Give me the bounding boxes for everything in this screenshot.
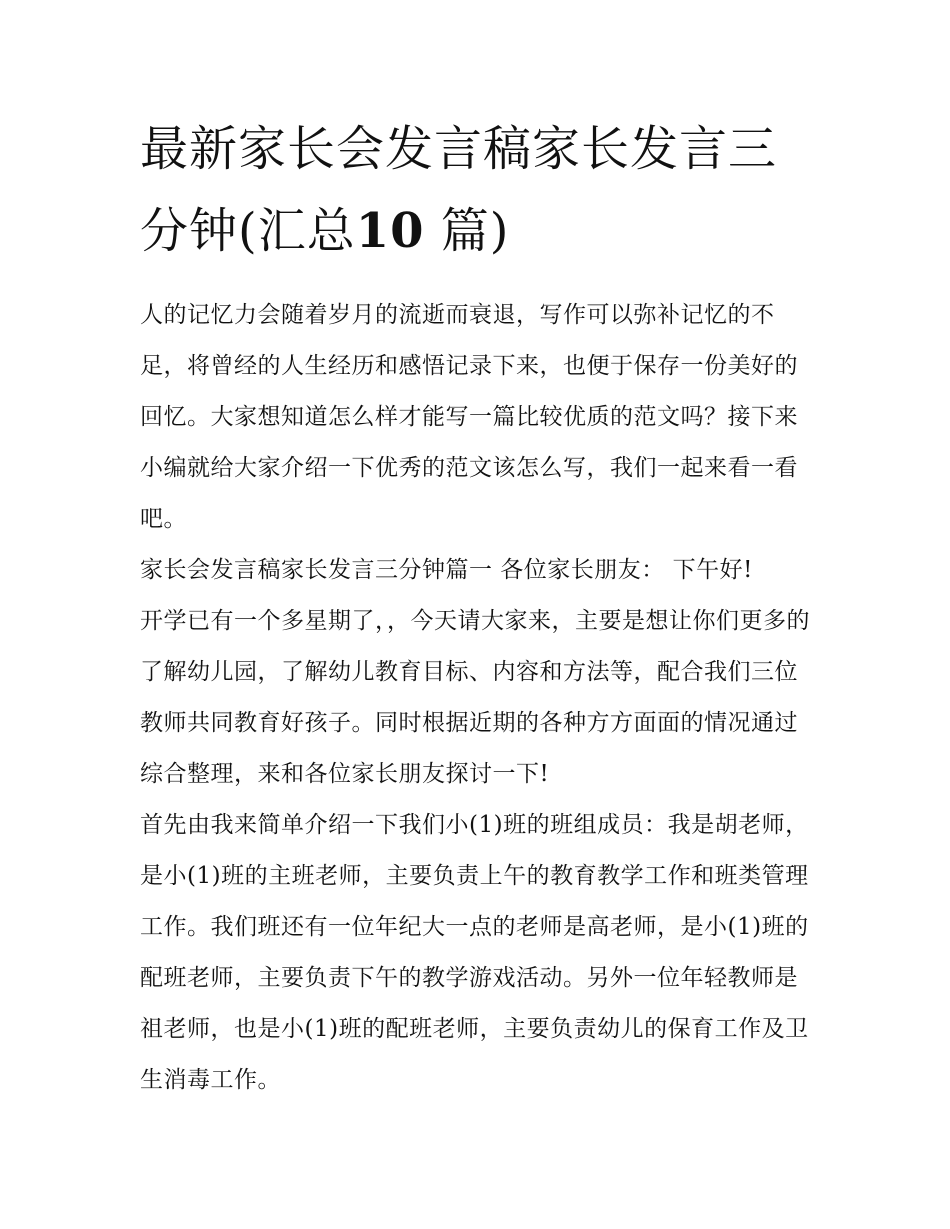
title-text-part2: 篇) [440, 203, 510, 259]
document-title [140, 108, 810, 272]
intro-paragraph: 人的记忆力会随着岁月的流逝而衰退，写作可以弥补记忆的不足，将曾经的人生经历和感悟记录下来，也便于保存一份美好的回忆。大家想知道怎么样才能写一篇比较优质的范文吗？接下来小编就给大家介绍一下优秀的范文该怎么写，我们一起来看一看吧。 [140, 302, 798, 532]
title-number: 10 [355, 203, 425, 259]
speech-opening-paragraph: 开学已有一个多星期了，，今天请大家来，主要是想让你们更多的了解幼儿园，了解幼儿教育目标、内容和方法等，配合我们三位教师共同教育好孩子。同时根据近期的各种方方面面的情况通过综合整理，来和各位家长朋友探讨一下! [140, 608, 810, 787]
team-introduction-paragraph: 首先由我来简单介绍一下我们小(1)班的班组成员：我是胡老师，是小(1)班的主班老师，主要负责上午的教育教学工作和班类管理工作。我们班还有一位年纪大一点的老师是高老师，是小(1)班的配班老师，主要负责下午的教学游戏活动。另外一位年轻教师是祖老师，也是小(1)班的配班老师，主要负责幼儿的保育工作及卫生消毒工作。 [140, 812, 809, 1093]
speech-greeting-paragraph: 家长会发言稿家长发言三分钟篇一 各位家长朋友： 下午好! [140, 557, 753, 583]
title-text-part1: 最新家长会发言稿家长发言三分钟(汇总 [140, 121, 778, 259]
